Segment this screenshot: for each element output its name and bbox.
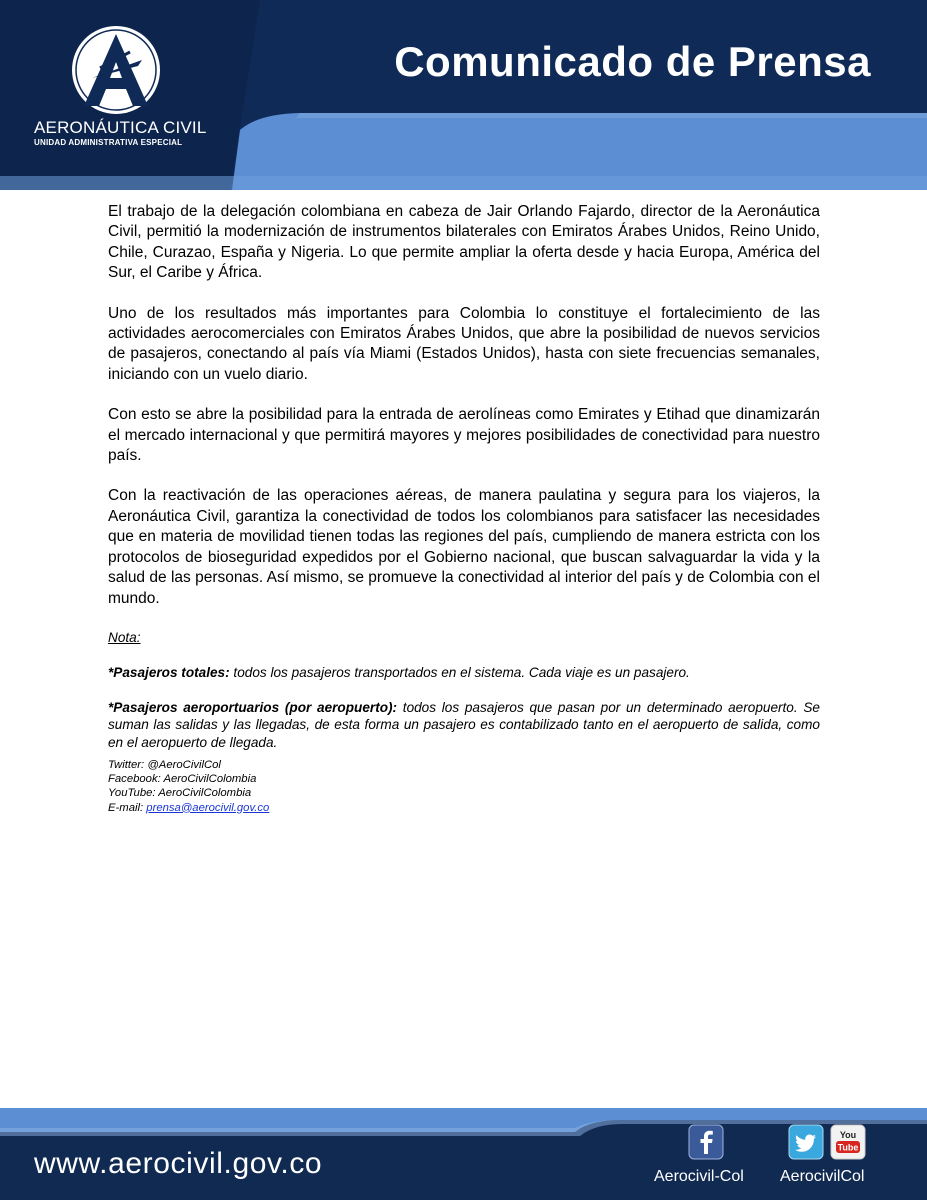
org-subtitle: UNIDAD ADMINISTRATIVA ESPECIAL: [34, 138, 183, 147]
paragraph-1: El trabajo de la delegación colombiana en cabeza de Jair Orlando Fajardo, director de la Aeronáutica Civil, permitió la modernización de instrumentos bilaterales con Emiratos Árabes Unidos, Reino Unido, Chile, Curazao, España y Nigeria. Lo que permite ampliar la oferta desde y hacia Europa, América del Sur, el Caribe y África.: [108, 203, 820, 282]
facebook-icon[interactable]: [688, 1124, 724, 1160]
notes-label: Nota:: [108, 629, 141, 645]
press-header: [0, 0, 927, 190]
note-definition: todos los pasajeros que pasan por un determinado aeropuerto. Se suman las salidas y las llegadas, de esta forma un pasajero es contabilizado tanto en el aeropuerto de salida, como en el aeropuerto de llegada.: [108, 699, 820, 750]
contact-facebook: Facebook: AeroCivilColombia: [108, 773, 257, 786]
paragraph-4: Con la reactivación de las operaciones aéreas, de manera paulatina y segura para los viajeros, la Aeronáutica Civil, garantiza la conectividad de todos los colombianos para satisfacer las necesidades que en materia de movilidad tienen todas las regiones del país, cumpliendo de manera estricta con los protocolos de bioseguridad expedidos por el Gobierno nacional, que buscan salvaguardar la vida y la salud de las personas. Así mismo, se promueve la conectividad al interior del país y de Colombia con el mundo.: [108, 487, 820, 607]
note-term: *Pasajeros totales:: [108, 664, 230, 680]
org-name: AERONÁUTICA CIVIL: [34, 118, 207, 137]
press-release-body: [108, 202, 820, 769]
website-url[interactable]: www.aerocivil.gov.co: [34, 1147, 323, 1180]
youtube-icon[interactable]: [830, 1124, 866, 1160]
note-item: [108, 664, 820, 682]
youtube-icon-text-top: You: [839, 1130, 857, 1140]
email-label: E-mail:: [108, 801, 147, 814]
contact-info: [108, 758, 269, 815]
facebook-handle[interactable]: Aerocivil-Col: [654, 1168, 744, 1185]
email-link[interactable]: prensa@aerocivil.gov.co: [146, 801, 270, 814]
paragraph-2: Uno de los resultados más importantes para Colombia lo constituye el fortalecimiento de las actividades aerocomerciales con Emiratos Árabes Unidos, que abre la posibilidad de nuevos servicios de pasajeros, conectando al país vía Miami (Estados Unidos), hasta con siete frecuencias semanales, iniciando con un vuelo diario.: [108, 304, 820, 383]
contact-email-line: [108, 801, 269, 815]
note-definition: todos los pasajeros transportados en el sistema. Cada viaje es un pasajero.: [229, 664, 690, 680]
page-title: Comunicado de Prensa: [394, 38, 871, 85]
twitter-youtube-handle[interactable]: AerocivilCol: [780, 1168, 865, 1185]
notes-section: [108, 629, 820, 752]
contact-youtube: YouTube: AeroCivilColombia: [108, 787, 252, 800]
twitter-icon[interactable]: [788, 1124, 824, 1160]
contact-twitter: Twitter: @AeroCivilCol: [108, 759, 221, 771]
note-term: *Pasajeros aeroportuarios (por aeropuerto):: [108, 699, 398, 715]
note-item: [108, 699, 820, 752]
paragraph-3: Con esto se abre la posibilidad para la entrada de aerolíneas como Emirates y Etihad que dinamizarán el mercado internacional y que permitirá mayores y mejores posibilidades de conectividad para nuestro país.: [108, 406, 820, 465]
youtube-icon-text-bottom: Tube: [837, 1142, 859, 1153]
